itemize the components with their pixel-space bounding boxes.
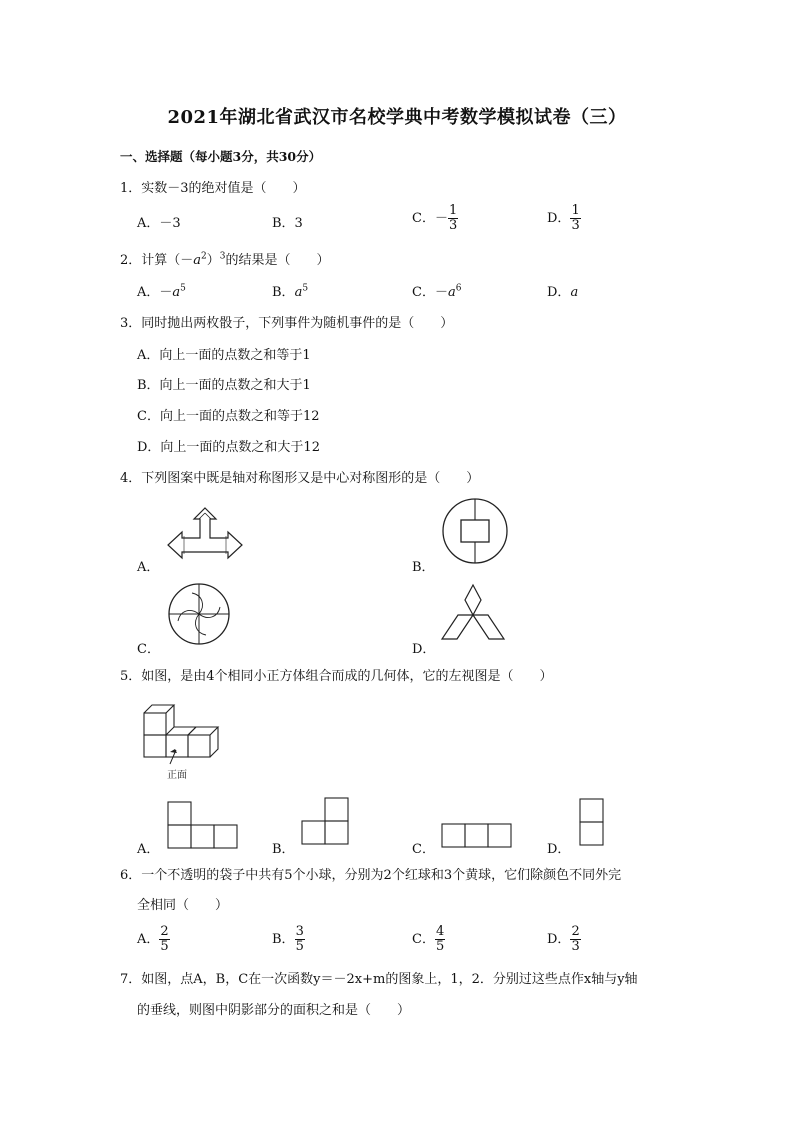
fraction-numerator: 3 [295,924,304,939]
q4-option-b-label: B． [412,560,435,575]
page-title: 2021年湖北省武汉市名校学典中考数学模拟试卷（三） [167,107,627,128]
fraction-numerator: 1 [571,203,580,218]
q1-option-c-fraction [448,204,458,233]
q3-option-a: A．向上一面的点数之和等于1 [137,348,311,363]
q1-option-d [547,204,581,233]
question-1-stem: 1．实数－3的绝对值是（ ） [120,181,306,196]
q2-stem-part: 2．计算（－ [120,253,194,268]
cube-stack-figure [140,702,230,782]
q5-option-c-figure [440,822,514,850]
option-exponent: 5 [302,283,309,294]
q5-option-a-label: A． [137,842,160,857]
three-diamonds-figure [438,583,508,643]
q1-option-b: B．3 [272,216,303,231]
fraction-denominator: 5 [435,939,445,954]
question-7-stem-line1: 7．如图，点A，B，C在一次函数y＝－2x+m的图象上，1，2．分别过这些点作x轴与y轴 [120,972,638,987]
coin-figure [440,496,510,566]
q6-option-c-fraction [435,925,445,954]
q2-option-b [272,281,308,300]
q3-option-c: C．向上一面的点数之和等于12 [137,409,320,424]
front-label: 正面 [167,770,187,781]
q2-option-d [547,281,578,300]
option-prefix: A． [137,932,160,947]
option-prefix: B． [272,285,295,300]
fraction-numerator: 1 [448,203,458,218]
option-variable: a [447,285,456,300]
pinwheel-figure [166,581,232,647]
option-variable: a [172,285,181,300]
question-4-stem: 4．下列图案中既是轴对称图形又是中心对称图形的是（ ） [120,471,480,486]
option-variable: a [294,285,303,300]
q6-option-c [412,925,445,954]
q4-option-a-label: A． [137,560,160,575]
fraction-numerator: 2 [160,924,169,939]
q5-option-c-label: C． [412,842,435,857]
q4-option-c-label: C． [137,642,160,657]
option-exponent: 5 [180,283,186,294]
fraction-denominator: 3 [571,939,580,954]
option-prefix: C． [412,932,435,947]
q1-option-c [412,204,458,233]
q2-variable: a [193,253,202,268]
fraction-denominator: 5 [160,939,169,954]
q6-option-b-fraction [295,925,305,954]
question-5-stem: 5．如图，是由4个相同小正方体组合而成的几何体，它的左视图是（ ） [120,669,553,684]
option-prefix: D． [547,285,571,300]
q6-option-a [137,925,170,954]
q5-option-d-figure [578,797,606,849]
fraction-denominator: 5 [295,939,304,954]
q2-inner-exponent: 2 [201,251,207,262]
fraction-denominator: 3 [448,218,458,233]
option-prefix: B． [272,932,295,947]
option-prefix: C．－ [412,285,448,300]
q3-option-b: B．向上一面的点数之和大于1 [137,378,311,393]
question-3-stem: 3．同时抛出两枚骰子，下列事件为随机事件的是（ ） [120,316,454,331]
q5-option-d-label: D． [547,842,571,857]
question-2-stem [120,249,330,268]
fraction-numerator: 4 [435,924,445,939]
q2-outer-exponent: 3 [219,251,226,262]
q5-option-b-figure [300,796,352,848]
q3-option-d: D．向上一面的点数之和大于12 [137,440,320,455]
fraction-numerator: 2 [571,924,580,939]
q6-option-b [272,925,305,954]
section-heading: 一、选择题（每小题3分，共30分） [120,149,322,164]
q6-option-a-fraction [159,925,169,954]
q4-option-d-label: D． [412,642,436,657]
q2-stem-part: 的结果是（ ） [225,253,330,268]
question-6-stem-line2: 全相同（ ） [137,898,229,913]
q1-option-a: A．－3 [137,216,181,231]
q5-option-b-label: B． [272,842,295,857]
q2-stem-part: ） [206,253,220,268]
option-exponent: 6 [455,283,462,294]
q6-option-d-fraction [570,925,580,954]
option-prefix: D． [547,932,571,947]
q6-option-d [547,925,581,954]
question-6-stem-line1: 6．一个不透明的袋子中共有5个小球，分别为2个红球和3个黄球，它们除颜色不同外完 [120,868,622,883]
q1-option-d-fraction [570,204,580,233]
question-7-stem-line2: 的垂线，则图中阴影部分的面积之和是（ ） [137,1003,411,1018]
three-arrow-figure [160,505,250,565]
q1-option-d-prefix: D． [547,211,571,226]
fraction-denominator: 3 [571,218,580,233]
option-variable: a [570,285,579,300]
q2-option-a [137,281,186,300]
q2-option-c [412,281,461,300]
q5-option-a-figure [166,800,240,850]
q1-option-c-prefix: C．－ [412,211,448,226]
option-prefix: A．－ [137,285,173,300]
